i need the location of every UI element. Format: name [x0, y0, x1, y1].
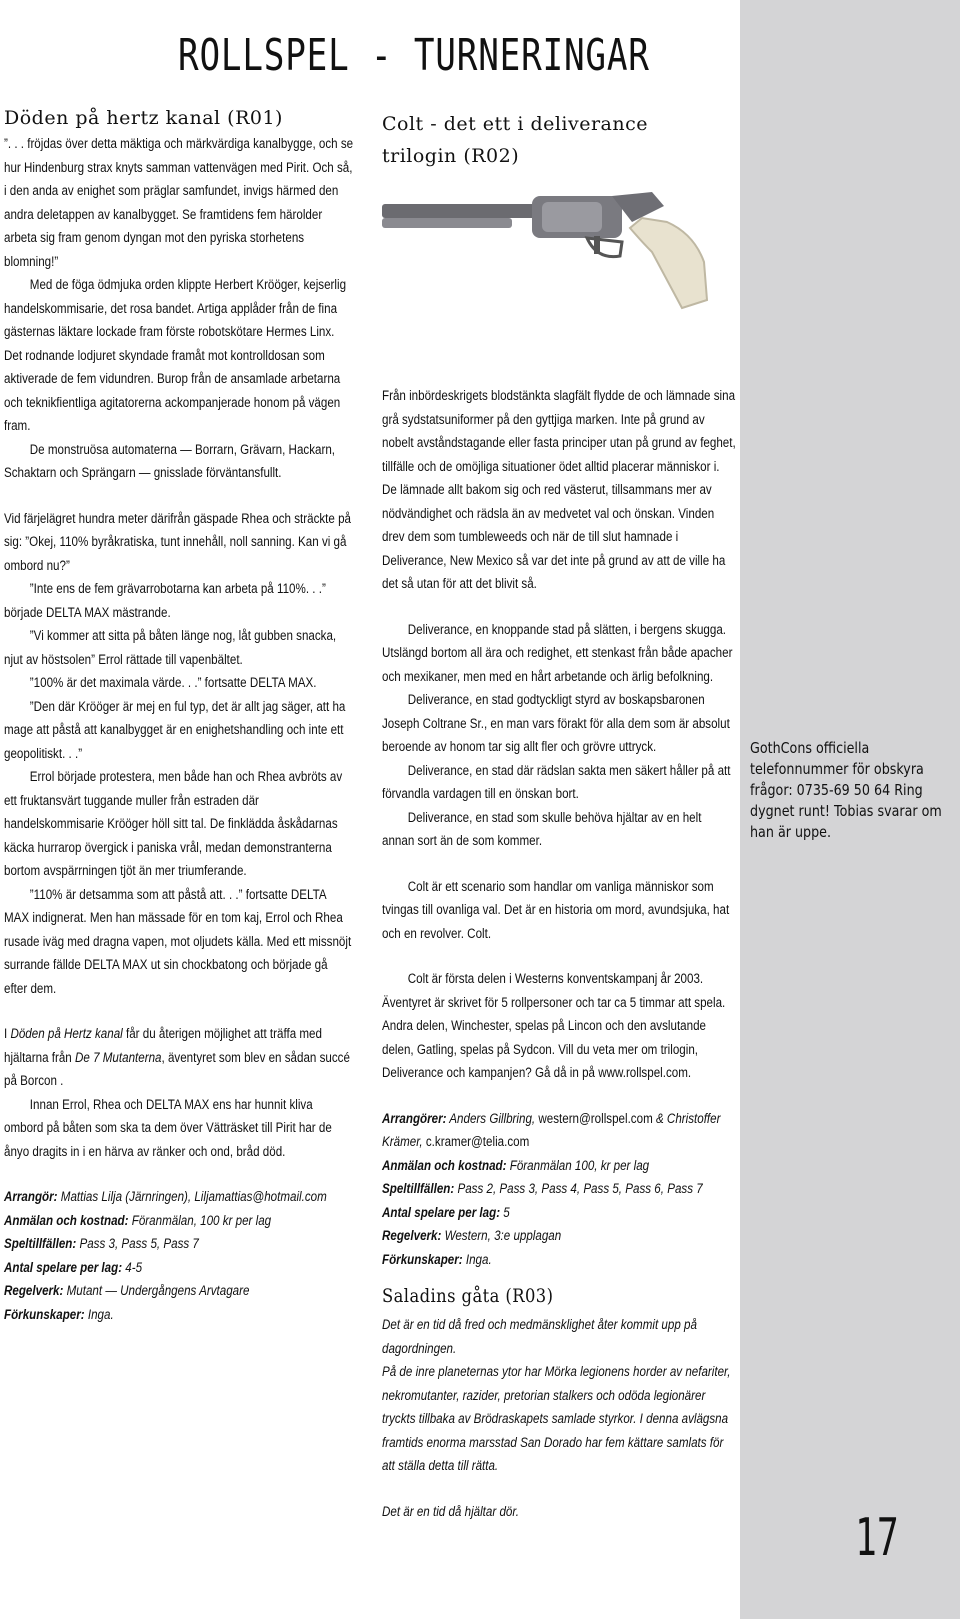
r03-paragraph: På de inre planeternas ytor har Mörka legionens horder av nefariter, nekromutanter, razider, pretorian stalkers och odöda legionärer tryckts tillbaka av Brödraskapets samlade styrkor. I denna avlägsna framtids enorma marsstad San Dorado har fem kättare samlats för att ställa detta till rätta.	[382, 1364, 731, 1473]
r01-paragraph: ”110% är detsamma som att påstå att. . .” fortsatte DELTA MAX indignerat. Men han mässade för en tom kaj, Errol och Rhea rusade iväg med dragna vapen, mot oljudets källa. Med ett missnöjt surrande fällde DELTA MAX ut sin chockbatong och började gå efter dem.	[4, 886, 352, 996]
r01-paragraph: Med de föga ödmjuka orden klippte Herbert Krööger, kejserlig handelskommisarie, det rosa bandet. Artiga applåder från de fina gästernas läktare lockade fram förste robotskötare Hermes Linx. Det rodnande lodjuret skyndade framåt mot kontrolldosan som aktiverade de fem vidundren. Burop från de ansamlade arbetarna och teknikfientliga agitatorerna ackompanjerade honom på vägen fram.	[4, 277, 347, 433]
r01-body	[4, 132, 353, 1326]
article-r01	[4, 106, 354, 1326]
r02-paragraph: Deliverance, en stad där rädslan sakta men säkert håller på att förvandla vardagen till en önskan bort.	[382, 762, 731, 801]
r01-paragraph: Innan Errol, Rhea och DELTA MAX ens har hunnit kliva ombord på båten som ska ta dem över Vätträsket till Pirit har de ånyo dragits in i en härva av ränker och ond, bråd död.	[4, 1096, 332, 1159]
r01-paragraph: ”100% är det maximala värde. . .” fortsatte DELTA MAX.	[29, 675, 317, 690]
r02-paragraph: Deliverance, en knoppande stad på slätten, i bergens skugga. Utslängd bortom all ära och redighet, ett stenkast från både apacher och mexikaner, men med en hårt arbetande och ärlig befolkning.	[382, 621, 733, 684]
r02-paragraph: Deliverance, en stad godtyckligt styrd av boskapsbaronen Joseph Coltrane Sr., en man vars förakt för alla dem som är absolut beroende av honom tar sig allt fler och grövre uttryck.	[382, 692, 730, 754]
r02-paragraph: Deliverance, en stad som skulle behöva hjältar av en helt annan sort än de som kommer.	[382, 809, 702, 848]
r03-paragraph: Det är en tid då fred och medmänsklighet åter kommit upp på dagordningen.	[382, 1317, 697, 1356]
page-title: ROLLSPEL - TURNERINGAR	[178, 30, 650, 81]
r01-paragraph: ”Vi kommer att sitta på båten länge nog, låt gubben snacka, njut av höstsolen” Errol rättade till vapenbältet.	[4, 628, 337, 667]
r01-meta: Arrangör: Mattias Lilja (Järnringen), Liljamattias@hotmail.com Anmälan och kostnad: Föranmälan, 100 kr per lag Speltillfällen: Pass 3, Pass 5, Pass 7 Antal spelare per lag: 4-5 Regelverk: Mutant — Undergångens Arvtagare Förkunskaper: Inga.	[4, 1189, 327, 1322]
r01-paragraph: Vid färjelägret hundra meter därifrån gäspade Rhea och sträckte på sig: ”Okej, 110% byråkratiska, tunt innehåll, noll sanning. Kan vi gå ombord nu?”	[4, 510, 352, 573]
sidebar	[740, 0, 960, 1619]
r01-paragraph: Errol började protestera, men både han och Rhea avbröts av ett fruktansvärt tuggande muller från estraden där handelskommisarie Krööger höll sitt tal. De finklädda åskådarnas käcka hurrarop övergick i paniska vrål, medan demonstranterna bortom avspärrningen tjöt än mer triumferande.	[4, 769, 343, 878]
r01-paragraph: I Döden på Hertz kanal får du återigen möjlighet att träffa med hjältarna från De 7 Mutanterna, äventyret som blev en sådan succé på Borcon .	[4, 1026, 350, 1088]
r02-paragraph: Colt är ett scenario som handlar om vanliga människor som tvingas till ovanliga val. Det är en historia om mord, avundsjuka, hat och en revolver. Colt.	[382, 878, 730, 941]
sidebar-note: GothCons officiella telefonnummer för obskyra frågor: 0735-69 50 64 Ring dygnet runt! Tobias svarar om han är uppe.	[750, 739, 942, 841]
r02-meta: Arrangörer: Anders Gillbring, western@rollspel.com & Christoffer Krämer, c.kramer@telia.com Anmälan och kostnad: Föranmälan 100, kr per lag Speltillfällen: Pass 2, Pass 3, Pass 4, Pass 5, Pass 6, Pass 7 Antal spelare per lag: 5 Regelverk: Western, 3:e upplagan Förkunskaper: Inga.	[382, 1110, 721, 1267]
r01-paragraph: ”Inte ens de fem grävarrobotarna kan arbeta på 110%. . .” började DELTA MAX mästrande.	[4, 581, 326, 620]
page-number: 17	[855, 1508, 899, 1568]
r01-paragraph: ”. . . fröjdas över detta mäktiga och märkvärdiga kanalbygge, och se hur Hindenburg strax knyts samman vattenvägen med Pirit. Och så, i den anda av enighet som präglar samfundet, invigs härmed den andra deletappen av kanalbygget. Se framtidens fem härolder arbeta sig fram genom dyngan mot den pyriska storhetens blomning!”	[4, 136, 354, 269]
r01-paragraph: De monstruösa automaterna — Borrarn, Grävarn, Hackarn, Schaktarn och Sprängarn — gnisslade förväntansfullt.	[4, 441, 336, 480]
revolver-image	[382, 182, 722, 312]
r03-heading: Saladins gåta (R03)	[382, 1285, 554, 1307]
r02-paragraph: Från inbördeskrigets blodstänkta slagfält flydde de och lämnade sina grå sydstatsuniformer på den gyttjiga marken. Inte på grund av nobelt avståndstagande eller fasta principer utan på grund av feghet, tillfälle och de omöjliga situationer ödet alltid placerar människor i. De lämnade allt bakom sig och red västerut, tillsammans mer av nödvändighet och rädsla än av medvetet val och önskan. Vinden drev dem som tumbleweeds och när de till slut hamnade i Deliverance, New Mexico så var det inte på grund av att de ville ha det så utan för att det blivit så.	[382, 388, 736, 591]
article-r02	[382, 108, 737, 1523]
r02-body	[382, 384, 736, 1523]
r02-paragraph: Colt är första delen i Westerns konventskampanj år 2003. Äventyret är skrivet för 5 rollpersoner och tar ca 5 timmar att spela. Andra delen, Winchester, spelas på Lincon och den avslutande delen, Gatling, spelas på Sydcon. Vill du veta mer om trilogin, Deliverance och kampanjen? Gå då in på www.rollspel.com.	[382, 971, 726, 1080]
r02-heading: Colt - det ett i deliverance trilogin (R02)	[382, 113, 649, 167]
r03-paragraph: Det är en tid då hjältar dör.	[382, 1503, 520, 1519]
r01-paragraph: ”Den där Krööger är mej en ful typ, det är allt jag säger, att ha mage att påstå att kanalbygget är en enighetshandling och inte ett geopolitiskt. . .”	[4, 698, 346, 761]
r01-heading: Döden på hertz kanal (R01)	[4, 107, 283, 129]
